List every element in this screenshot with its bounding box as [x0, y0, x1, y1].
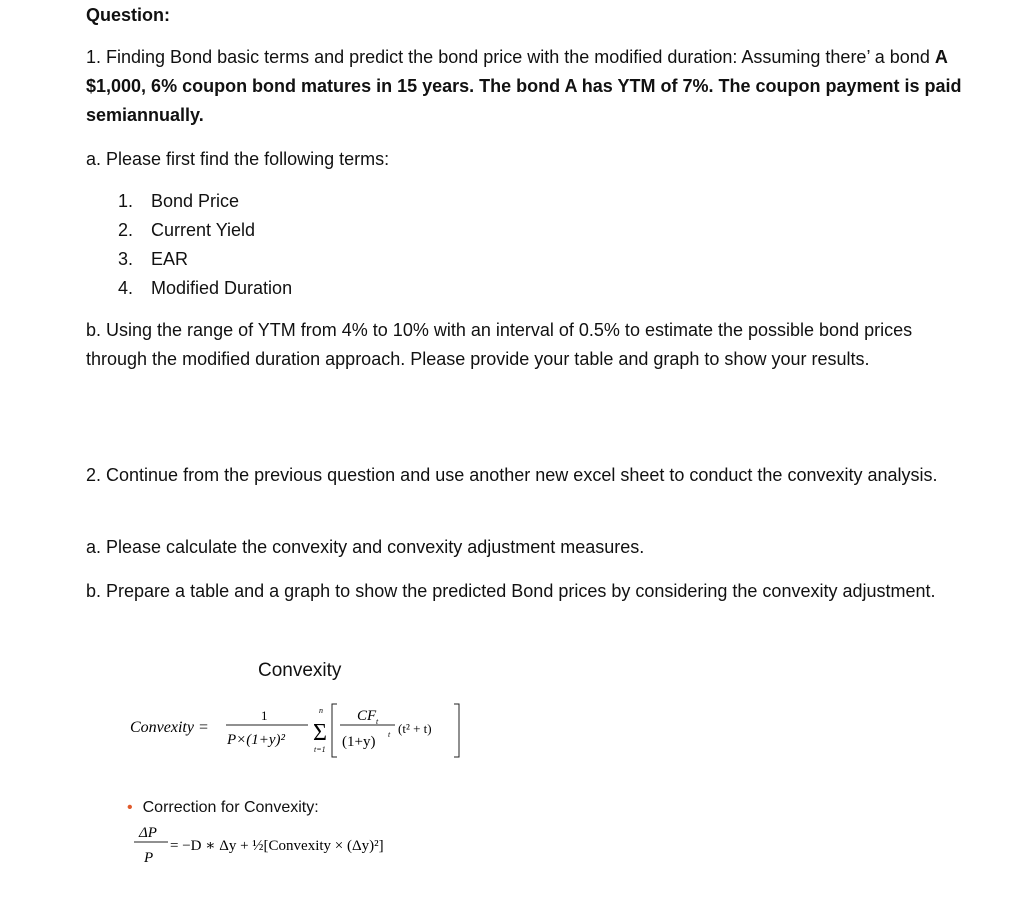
sum-upper-limit: n — [319, 706, 323, 715]
correction-label: Correction for Convexity: — [142, 799, 319, 816]
convexity-formula — [130, 700, 470, 760]
list-label: Current Yield — [151, 220, 256, 240]
list-item — [118, 274, 292, 303]
list-item — [118, 187, 292, 216]
formula-lhs: Convexity = — [130, 719, 209, 736]
correction-lhs-num: ΔP — [139, 825, 157, 841]
bullet-dot-icon: • — [127, 799, 133, 816]
formula-denominator: P×(1+y)² — [227, 732, 286, 748]
question-1-intro — [86, 43, 966, 130]
question-1-part-a: a. Please first find the following terms: — [86, 149, 390, 169]
formula-discount: (1+y) — [342, 734, 376, 750]
convexity-title: Convexity — [258, 660, 342, 681]
right-bracket-icon — [454, 704, 459, 757]
formula-tail: (t² + t) — [398, 721, 432, 736]
list-number: 2. — [118, 220, 134, 240]
correction-bullet — [127, 793, 319, 822]
question-1-part-b: b. Using the range of YTM from 4% to 10% with an interval of 0.5% to estimate the possible bond prices through the modified duration approach. Please provide your table and graph to show your results. — [86, 320, 913, 369]
terms-list — [118, 187, 292, 303]
formula-numerator-one: 1 — [261, 708, 268, 723]
question-2-intro: 2. Continue from the previous question and use another new excel sheet to conduct the convexity analysis. — [86, 465, 938, 485]
list-label: Modified Duration — [151, 278, 293, 298]
formula-discount-sup: t — [388, 730, 391, 739]
correction-lhs-den: P — [144, 850, 154, 866]
correction-formula — [130, 822, 450, 872]
left-bracket-icon — [332, 704, 337, 757]
list-number: 4. — [118, 278, 134, 298]
sum-icon: Σ — [313, 720, 327, 746]
list-label: EAR — [151, 249, 189, 269]
correction-rhs: = −D ∗ Δy + ½[Convexity × (Δy)²] — [170, 838, 384, 854]
question-1-intro-text: 1. Finding Bond basic terms and predict the bond price with the modified duration: Assuming there’ a bond — [86, 47, 935, 67]
list-item — [118, 216, 292, 245]
list-item — [118, 245, 292, 274]
sum-lower-limit: t=1 — [314, 745, 326, 754]
question-2-part-a: a. Please calculate the convexity and convexity adjustment measures. — [86, 537, 645, 557]
list-number: 1. — [118, 191, 134, 211]
list-number: 3. — [118, 249, 134, 269]
formula-cf-sub: t — [376, 717, 379, 726]
formula-cf: CF — [357, 708, 377, 724]
question-1-bond-details: A $1,000, 6% coupon bond matures in 15 years. The bond A has YTM of 7%. The coupon payment is paid semiannually. — [86, 47, 962, 125]
list-label: Bond Price — [151, 191, 240, 211]
page-heading: Question: — [86, 5, 170, 25]
question-2-part-b: b. Prepare a table and a graph to show the predicted Bond prices by considering the convexity adjustment. — [86, 581, 936, 601]
